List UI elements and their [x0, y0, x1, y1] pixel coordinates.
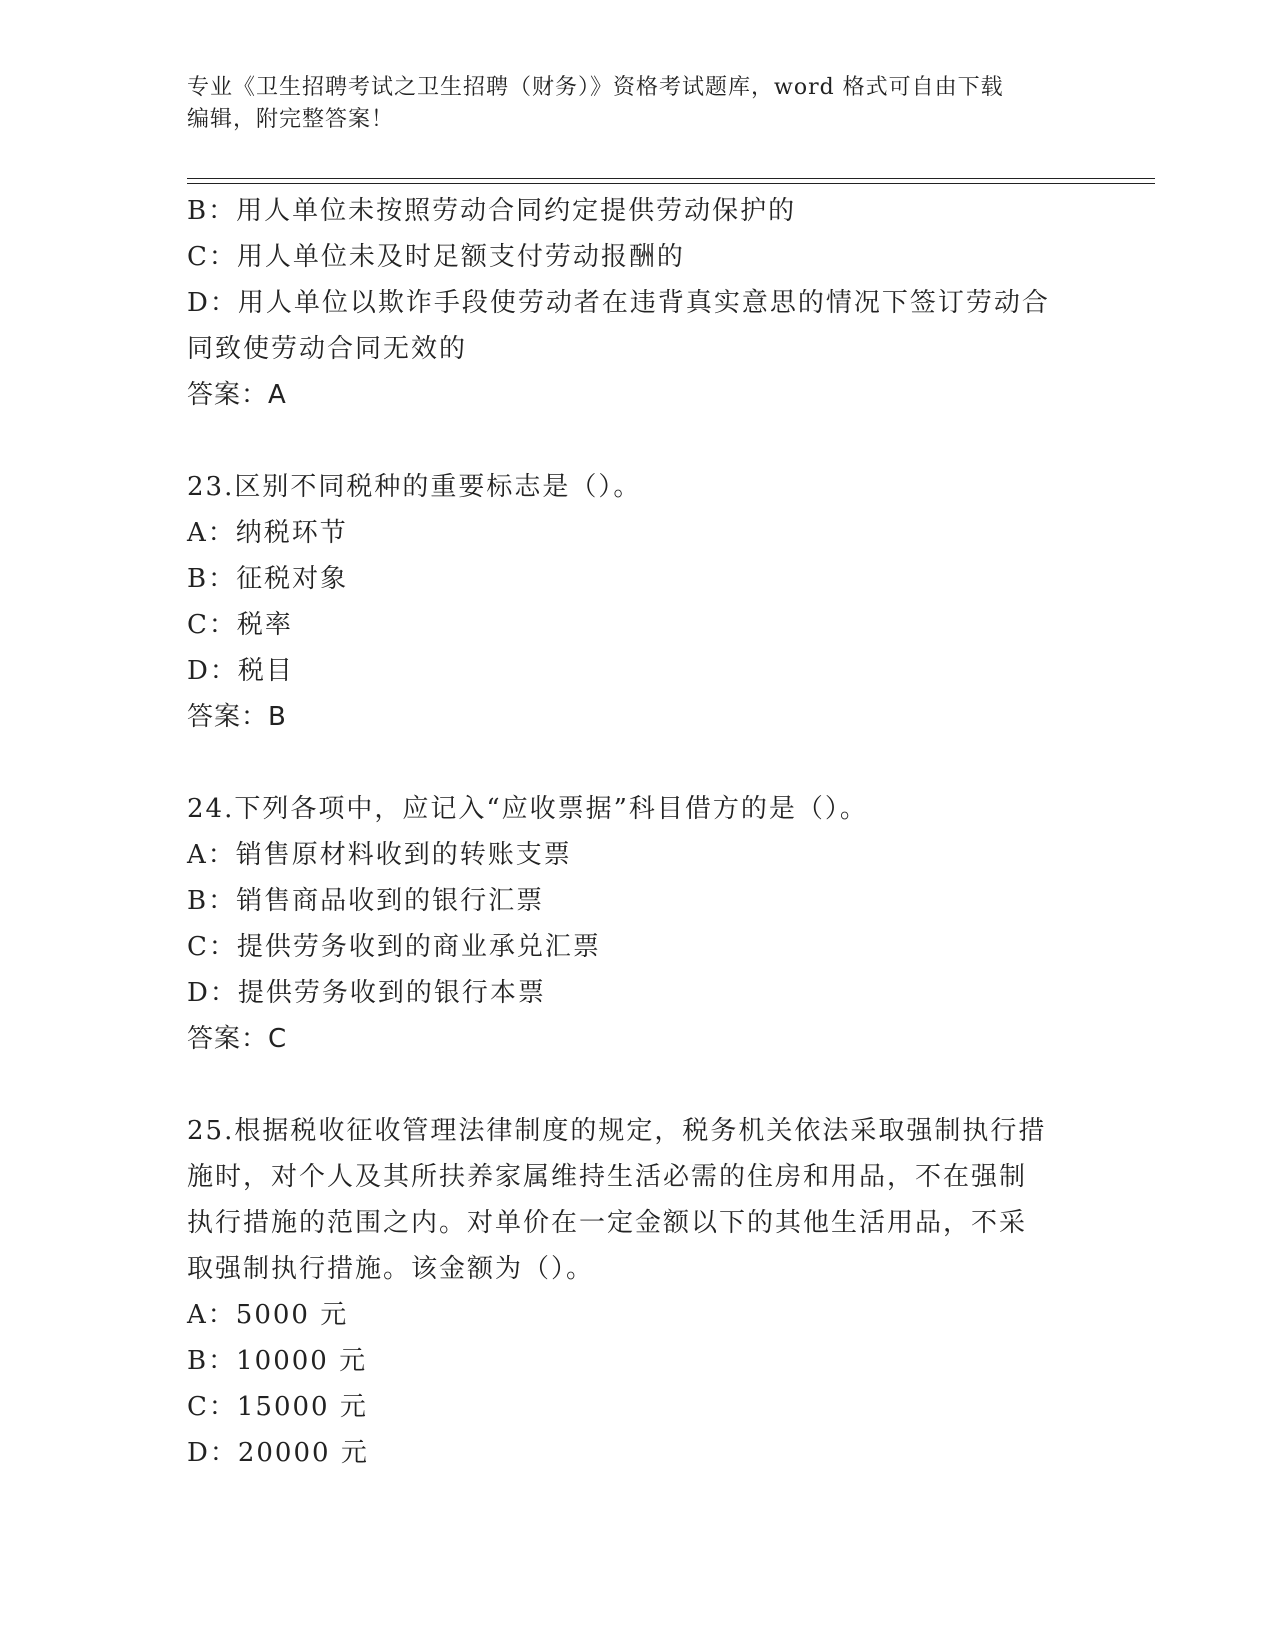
spacer	[187, 740, 1087, 786]
header-line-1: 专业《卫生招聘考试之卫生招聘（财务）》资格考试题库，word 格式可自由下载	[187, 75, 1004, 100]
question-content	[187, 188, 1087, 1476]
question-text: 23.区别不同税种的重要标志是（）。	[187, 472, 642, 502]
header-rule-bottom	[187, 183, 1155, 184]
spacer	[187, 1062, 1087, 1108]
answer-label: 答案：C	[187, 1024, 288, 1054]
option-a: A：销售原材料收到的转账支票	[187, 840, 572, 870]
question-25	[187, 1108, 1087, 1476]
document-header	[187, 72, 1087, 136]
prev-question-block	[187, 188, 1087, 418]
option-c: C：用人单位未及时足额支付劳动报酬的	[187, 242, 685, 272]
option-d: D：20000 元	[187, 1438, 369, 1468]
option-d: D：提供劳务收到的银行本票	[187, 978, 546, 1008]
option-d: D：税目	[187, 656, 294, 686]
option-c: C：提供劳务收到的商业承兑汇票	[187, 932, 601, 962]
option-c: C：税率	[187, 610, 293, 640]
question-text-line-4: 取强制执行措施。该金额为（）。	[187, 1254, 595, 1284]
option-b: B：征税对象	[187, 564, 349, 594]
question-text: 24.下列各项中，应记入“应收票据”科目借方的是（）。	[187, 794, 868, 824]
option-a: A：纳税环节	[187, 518, 348, 548]
header-rule-top	[187, 178, 1155, 179]
option-b: B：10000 元	[187, 1346, 368, 1376]
answer-label: 答案：B	[187, 702, 287, 732]
option-d-continued: 同致使劳动合同无效的	[187, 334, 468, 364]
option-b: B：销售商品收到的银行汇票	[187, 886, 545, 916]
question-text-line-3: 执行措施的范围之内。对单价在一定金额以下的其他生活用品，不采	[187, 1208, 1028, 1238]
option-c: C：15000 元	[187, 1392, 368, 1422]
header-line-2: 编辑，附完整答案！	[187, 107, 395, 132]
answer-label: 答案：A	[187, 380, 287, 410]
question-24	[187, 786, 1087, 1062]
option-a: A：5000 元	[187, 1300, 349, 1330]
question-text-line-2: 施时，对个人及其所扶养家属维持生活必需的住房和用品，不在强制	[187, 1162, 1028, 1192]
spacer	[187, 418, 1087, 464]
question-23	[187, 464, 1087, 740]
option-d: D：用人单位以欺诈手段使劳动者在违背真实意思的情况下签订劳动合	[187, 288, 1050, 318]
question-text-line-1: 25.根据税收征收管理法律制度的规定，税务机关依法采取强制执行措	[187, 1116, 1047, 1146]
option-b: B：用人单位未按照劳动合同约定提供劳动保护的	[187, 196, 797, 226]
